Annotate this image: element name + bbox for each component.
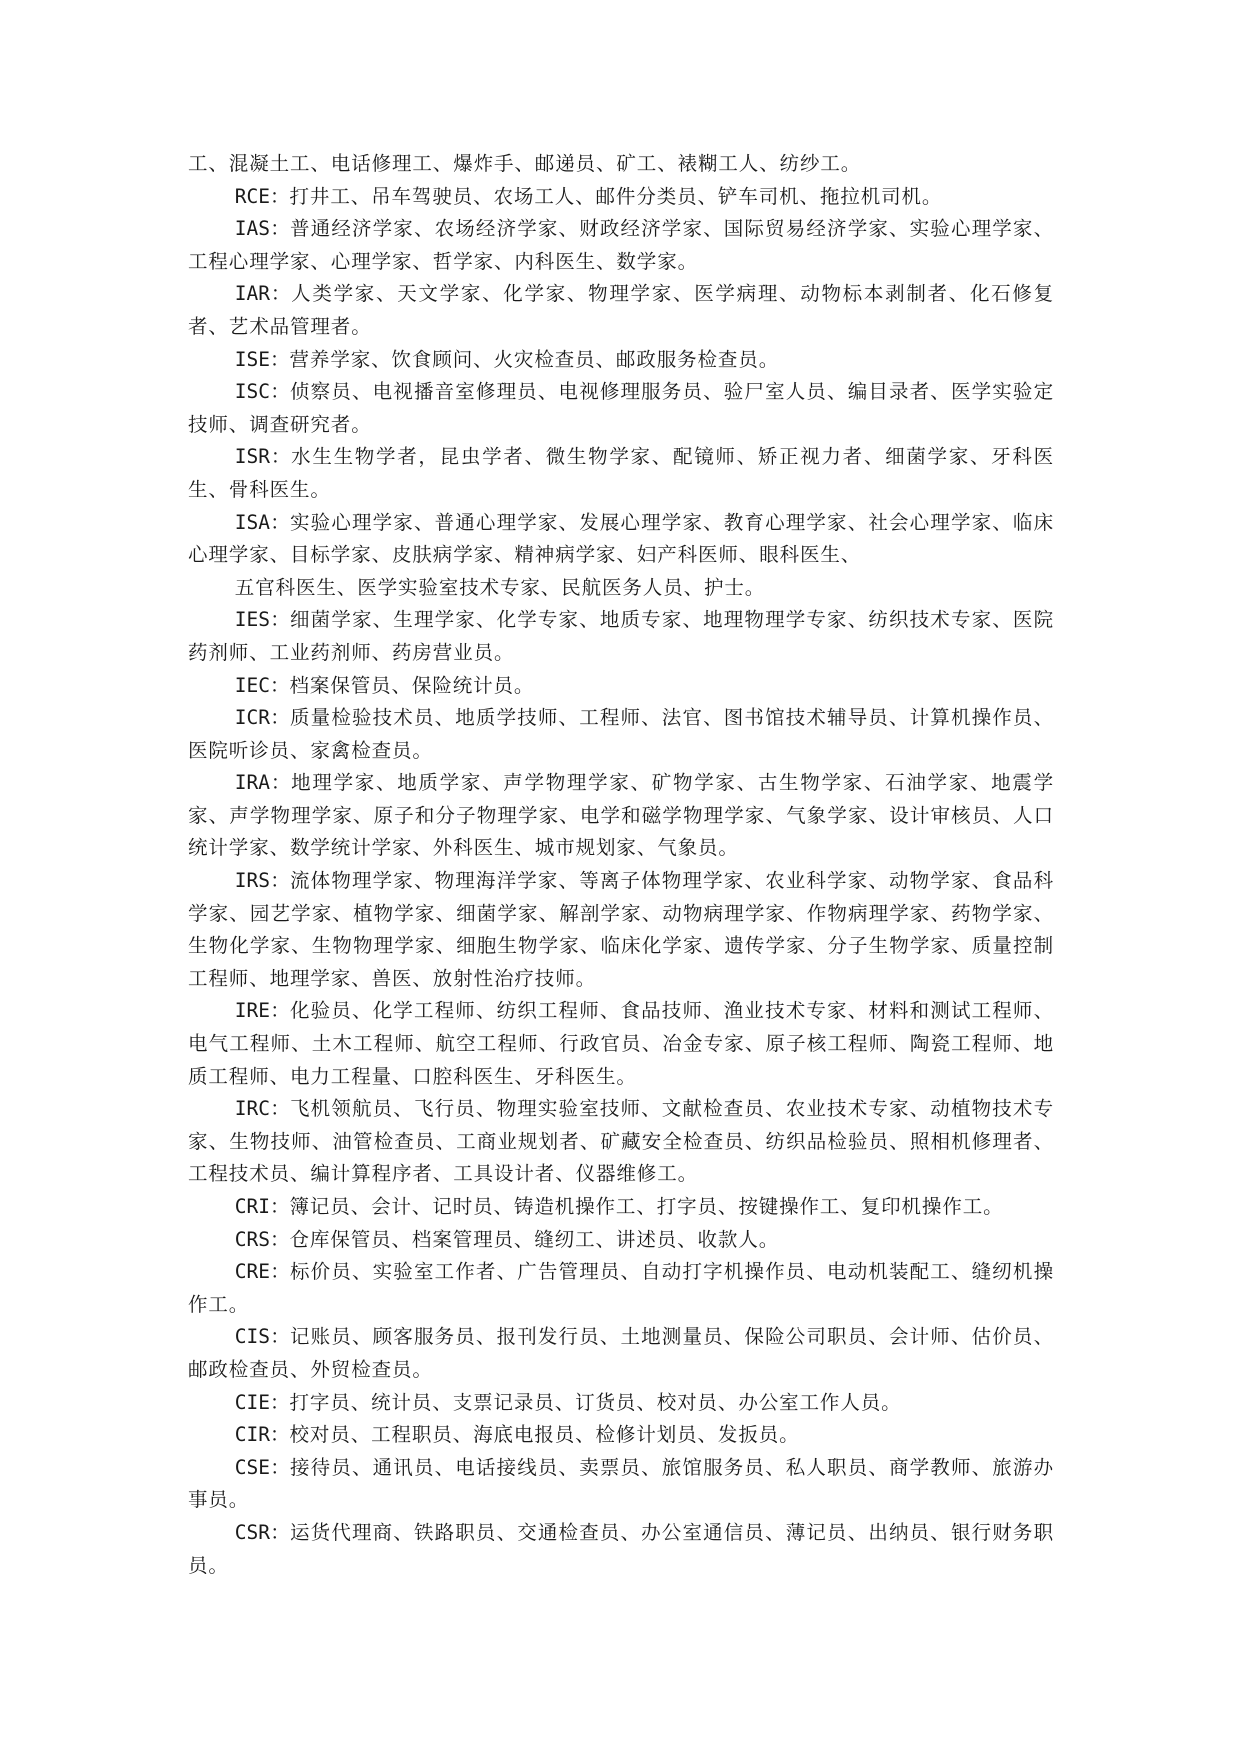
- occupation-list: 实验心理学家、普通心理学家、发展心理学家、教育心理学家、社会心理学家、临床心理学家、目标学家、皮肤病学家、精神病学家、妇产科医师、眼科医生、: [188, 510, 1054, 567]
- occupation-code: ISE：: [234, 347, 290, 371]
- occupation-code: CIR：: [234, 1423, 290, 1447]
- occupation-list: 人类学家、天文学家、化学家、物理学家、医学病理、动物标本剥制者、化石修复者、艺术品管理者。: [188, 282, 1054, 338]
- occupation-code: CRE：: [234, 1260, 291, 1284]
- occupation-code: CIE：: [234, 1390, 290, 1414]
- paragraph: [188, 1321, 1054, 1386]
- paragraph: [188, 507, 1054, 572]
- occupation-code: CRI：: [234, 1195, 290, 1218]
- paragraph: [188, 181, 1054, 214]
- paragraph: [188, 767, 1054, 865]
- paragraph: [188, 1191, 1054, 1224]
- occupation-list: 打字员、统计员、支票记录员、订货员、校对员、办公室工作人员。: [289, 1390, 902, 1414]
- occupation-list: 地理学家、地质学家、声学物理学家、矿物学家、古生物学家、石油学家、地震学家、声学物理学家、原子和分子物理学家、电学和磁学物理学家、气象学家、设计审核员、人口统计学家、数学统计学家、外科医生、城市规划家、气象员。: [188, 771, 1054, 860]
- occupation-code: CSR：: [234, 1520, 291, 1544]
- occupation-list: 飞机领航员、飞行员、物理实验室技师、文献检查员、农业技术专家、动植物技术专家、生物技师、油管检查员、工商业规划者、矿藏安全检查员、纺织品检验员、照相机修理者、工程技术员、编计算程序者、工具设计者、仪器维修工。: [188, 1097, 1054, 1186]
- occupation-list: 档案保管员、保险统计员。: [289, 673, 535, 697]
- document-body: [188, 148, 1054, 1582]
- paragraph: [188, 344, 1054, 377]
- occupation-code: RCE：: [234, 184, 290, 208]
- occupation-code: ICR：: [234, 706, 291, 730]
- occupation-list: 标价员、实验室工作者、广告管理员、自动打字机操作员、电动机装配工、缝纫机操作工。: [188, 1260, 1054, 1316]
- paragraph: [188, 1256, 1054, 1321]
- paragraph: [188, 1387, 1054, 1420]
- occupation-list: 质量检验技术员、地质学技师、工程师、法官、图书馆技术辅导员、计算机操作员、医院听诊员、家禽检查员。: [188, 706, 1054, 762]
- occupation-list: 化验员、化学工程师、纺织工程师、食品技师、渔业技术专家、材料和测试工程师、电气工程师、土木工程师、航空工程师、行政官员、冶金专家、原子核工程师、陶瓷工程师、地质工程师、电力工程量、口腔科医生、牙科医生。: [188, 999, 1054, 1088]
- occupation-code: IES：: [234, 608, 291, 632]
- occupation-code: IRS：: [234, 869, 291, 893]
- occupation-list: 接待员、通讯员、电话接线员、卖票员、旅馆服务员、私人职员、商学教师、旅游办事员。: [188, 1455, 1054, 1512]
- occupation-code: IRE：: [234, 999, 291, 1023]
- occupation-code: ISC：: [234, 380, 291, 404]
- paragraph: [188, 441, 1054, 506]
- occupation-list: 工、混凝土工、电话修理工、爆炸手、邮递员、矿工、裱糊工人、纺纱工。: [188, 152, 862, 175]
- occupation-list: 细菌学家、生理学家、化学专家、地质专家、地理物理学专家、纺织技术专家、医院药剂师、工业药剂师、药房营业员。: [188, 608, 1054, 664]
- occupation-list: 记账员、顾客服务员、报刊发行员、土地测量员、保险公司职员、会计师、估价员、邮政检查员、外贸检查员。: [188, 1325, 1054, 1381]
- paragraph: [188, 1093, 1054, 1191]
- occupation-list: 普通经济学家、农场经济学家、财政经济学家、国际贸易经济学家、实验心理学家、工程心理学家、心理学家、哲学家、内科医生、数学家。: [188, 217, 1054, 273]
- paragraph: [188, 213, 1054, 278]
- occupation-code: CIS：: [234, 1325, 291, 1349]
- paragraph: [188, 604, 1054, 669]
- paragraph: [188, 572, 1054, 605]
- occupation-code: ISA：: [234, 510, 291, 534]
- paragraph: [188, 865, 1054, 995]
- occupation-code: IAR：: [234, 282, 292, 306]
- paragraph: [188, 702, 1054, 767]
- occupation-list: 侦察员、电视播音室修理员、电视修理服务员、验尸室人员、编目录者、医学实验定技师、调查研究者。: [188, 380, 1054, 436]
- occupation-code: IRA：: [234, 771, 292, 795]
- occupation-code: ISR：: [234, 445, 292, 469]
- paragraph: [188, 1452, 1054, 1517]
- paragraph: [188, 376, 1054, 441]
- occupation-list: 打井工、吊车驾驶员、农场工人、邮件分类员、铲车司机、拖拉机司机。: [289, 184, 943, 208]
- paragraph: [188, 148, 1054, 181]
- occupation-code: CSE：: [234, 1455, 291, 1479]
- occupation-code: IAS：: [234, 217, 291, 241]
- paragraph: [188, 1517, 1054, 1582]
- paragraph: [188, 995, 1054, 1093]
- occupation-list: 五官科医生、医学实验室技术专家、民航医务人员、护士。: [234, 575, 766, 599]
- occupation-list: 运货代理商、铁路职员、交通检查员、办公室通信员、薄记员、出纳员、银行财务职员。: [188, 1520, 1054, 1577]
- occupation-list: 营养学家、饮食顾问、火灾检查员、邮政服务检查员。: [289, 347, 780, 371]
- occupation-list: 流体物理学家、物理海洋学家、等离子体物理学家、农业科学家、动物学家、食品科学家、园艺学家、植物学家、细菌学家、解剖学家、动物病理学家、作物病理学家、药物学家、生物化学家、生物物理学家、细胞生物学家、临床化学家、遗传学家、分子生物学家、质量控制工程师、地理学家、兽医、放射性治疗技师。: [188, 869, 1054, 990]
- paragraph: [188, 278, 1054, 343]
- occupation-code: IEC：: [234, 673, 290, 697]
- occupation-list: 仓库保管员、档案管理员、缝纫工、讲述员、收款人。: [289, 1227, 780, 1251]
- occupation-list: 水生生物学者，昆虫学者、微生物学家、配镜师、矫正视力者、细菌学家、牙科医生、骨科医生。: [188, 445, 1054, 501]
- occupation-list: 校对员、工程职员、海底电报员、检修计划员、发扳员。: [289, 1423, 800, 1447]
- paragraph: [188, 1224, 1054, 1257]
- occupation-list: 簿记员、会计、记时员、铸造机操作工、打字员、按键操作工、复印机操作工。: [289, 1195, 1004, 1218]
- occupation-code: CRS：: [234, 1227, 290, 1251]
- paragraph: [188, 670, 1054, 703]
- occupation-code: IRC：: [234, 1097, 291, 1121]
- paragraph: [188, 1419, 1054, 1452]
